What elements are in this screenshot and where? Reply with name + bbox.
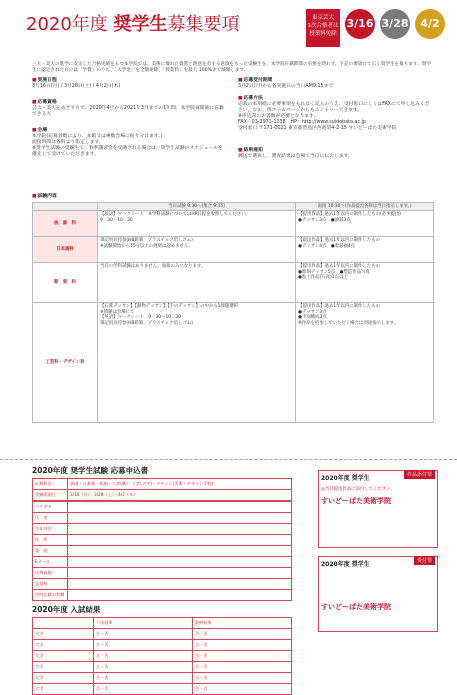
interview-cell: 【提出作品】過去1年以内に制作したもの ●デッサン3点 ●平面構成3点 ※作品を持参していただく場合は別途指示します。 [296, 303, 434, 423]
intro-text: 三大・美大の進学に安定した合格実績をもつ本学院では、美術に憧れた資質と熱意を有する意欲をもった受験生を、本学院在籍期間の有無を問わず、下記の要項にて広く奨学生を募ります。奨学生に認定された方には「学費」のうち、「入学金」を全額免除、「授業料」を最大 100%まで減額します。 [32, 62, 431, 74]
final-result[interactable]: 合・否 [192, 640, 291, 651]
university-cell[interactable]: 大学 [33, 662, 94, 673]
date-options[interactable]: 3/16（月）・3/28（土）・4/2（木） [68, 490, 292, 501]
slip-tag: 作品添付票 [404, 470, 435, 479]
date-circle-2: 3/28 [380, 9, 410, 39]
first-result[interactable]: 合・否 [93, 640, 192, 651]
university-cell[interactable]: 大学 [33, 673, 94, 684]
date-circle-1: 3/16 [345, 9, 375, 39]
exam-col-header: 当日試験 9:30〜(集合 9:15) [98, 203, 296, 211]
exam-cell: 当日の学科試験はありません。面接のみになります。 [98, 263, 296, 303]
first-result[interactable]: 合・否 [93, 662, 192, 673]
form-title: 2020年度 奨学生試験 応募申込書 [32, 466, 149, 475]
university-cell[interactable]: 大学 [33, 651, 94, 662]
subject-design: 工芸科・デザイン科 [33, 303, 98, 423]
university-cell[interactable]: 大学 [33, 640, 94, 651]
exam-cell: 筆記用具持参(HB鉛筆、プラスチック消しゴム) ※試験開始から15分以上の遅刻は認めません。 [98, 237, 296, 263]
eligibility-section: ■ 応募資格 芸大・美大をめざす方で、2020年4月から2021年3月までの1年間、本学院夜間部に在籍できる方 [32, 100, 227, 118]
final-result[interactable]: 合・否 [192, 684, 291, 695]
schedule-section: ■ 実施日程 3月16日(月) / 3月28日(土) / 4月2日(木) [32, 78, 227, 90]
field-input[interactable] [68, 546, 292, 557]
school-logo: すいどーばた美術学院 [321, 603, 391, 611]
first-result[interactable]: 合・否 [93, 684, 192, 695]
slip-note: ◎当日提出作品に添付してください。 [321, 487, 396, 492]
exam-cell: 【英語】マークシート ※学科試験についてはHP日程を参照してください。 9：30〜10：30 [98, 211, 296, 237]
cut-line [0, 459, 457, 460]
result-title: 2020年度 入試結果 [32, 605, 101, 614]
slip-title: 2020年度 奨学生 [321, 475, 370, 482]
method-section: ■ 応募方法 応募の本用紙に必要事項をもれなく記入のうえ、受付窓口にしくはFAXにて申し込みください。なお、別ホームページからもエントリーできます。 ※申込書のお書類が必要となります。 FAX：03-3971-1238 HP：http://www.suidobata.ac.jp 受付窓口 〒171-0021 東京都豊島区西池袋4-2-15 すいどーばた美術学院 [238, 96, 434, 132]
slip-title: 2020年度 奨学生 [321, 561, 370, 568]
field-input[interactable] [68, 579, 292, 590]
field-input[interactable] [68, 524, 292, 535]
field-input[interactable] [68, 590, 292, 601]
school-logo: すいどーばた美術学院 [321, 497, 391, 505]
field-label: 住 所 [33, 535, 68, 546]
field-input[interactable] [68, 568, 292, 579]
course-options[interactable]: 油画・日本画・彫刻・工芸(横)・工芸(デザ)・デザイン(美術・デザイン学校) [68, 479, 292, 490]
application-form [32, 465, 292, 691]
interview-cell: 【提出作品】過去1年以内に制作したもの ●デッサン4点 ●着彩画4点 [296, 237, 434, 263]
period-section: ■ 応募受付期間 3月2日(月)から各実施日の当日AM9:15まで [238, 78, 434, 90]
field-label: フリガナ [33, 502, 68, 513]
field-label: 生年月日 [33, 524, 68, 535]
exam-table [32, 202, 434, 455]
field-input[interactable] [68, 513, 292, 524]
receipt-slip [318, 556, 438, 632]
work-attachment-slip [318, 470, 438, 548]
form-fields [32, 501, 292, 601]
subject-oil: 油 画 科 [33, 211, 98, 237]
field-label: 電 話 [33, 546, 68, 557]
exam-cell: 【石膏デッサン】【静物デッサン】【手のデッサン】の中から1課題選択 ※問題は会場にて 【英語】マークシート 9：30〜10：30 筆記用具持参(HB鉛筆、プラスチック消しゴム) [98, 303, 296, 423]
field-label: 氏 名 [33, 513, 68, 524]
page-title: 2020年度 奨学生募集要項 [26, 14, 240, 35]
result-table [32, 617, 292, 695]
subject-japanese: 日本画科 [33, 237, 98, 263]
field-input[interactable] [68, 502, 292, 513]
col-final: 最終結果 [192, 618, 291, 629]
interview-cell: 【提出作品】過去1年以内に制作したもの ●彫刻デッサン5点 ●塑造作品写真 ●粘土作品(写真)1点以上 [296, 263, 434, 303]
first-result[interactable]: 合・否 [93, 629, 192, 640]
field-input[interactable] [68, 535, 292, 546]
field-label: 学院在籍の有無 [33, 590, 68, 601]
interview-col-header: 面接 10:30〜(作品提出各科は当日指示します。) [296, 203, 434, 211]
interview-cell: 【提出作品】過去1年以内に制作したもの(必ず提出) ●デッサン3点 ●油彩3点 [296, 211, 434, 237]
col-first: 一次結果 [93, 618, 192, 629]
exemption-badge: 東京芸大 1次合格者は 授業料免除 [306, 9, 340, 47]
field-input[interactable] [68, 557, 292, 568]
university-cell[interactable]: 大学 [33, 629, 94, 640]
field-label: 志望校 [33, 579, 68, 590]
university-cell[interactable]: 大学 [33, 684, 94, 695]
first-result[interactable]: 合・否 [93, 673, 192, 684]
final-result[interactable]: 合・否 [192, 673, 291, 684]
date-circle-3: 4/2 [415, 9, 445, 39]
header [0, 0, 457, 58]
field-label: Eメール [33, 557, 68, 568]
slip-tag: 受付票 [414, 556, 435, 565]
final-result[interactable]: 合・否 [192, 651, 291, 662]
subject-sculpture: 彫 刻 科 [33, 263, 98, 303]
course-label: 応募科目 [33, 479, 68, 490]
date-label: 受験希望日 [33, 490, 68, 501]
field-label: 出身高校 [33, 568, 68, 579]
grid-title: ■ 試験内容 [32, 194, 57, 200]
final-result[interactable]: 合・否 [192, 662, 291, 673]
venue-section: ■ 会場 本学院(応募者数により、本館又は複数会場に振り分けます。) 面接時間は各科より指定します。 ※奨学生試験の受験生で、春季講習会を受講される場合は、奨学生試験のスケジュールを優先して受けていただきます。 [32, 128, 227, 158]
result-notice-section: ■ 結果通知 郵送で選抜し、審査結果は会場で当日に伝えします。 [238, 148, 434, 160]
final-result[interactable]: 合・否 [192, 629, 291, 640]
first-result[interactable]: 合・否 [93, 651, 192, 662]
